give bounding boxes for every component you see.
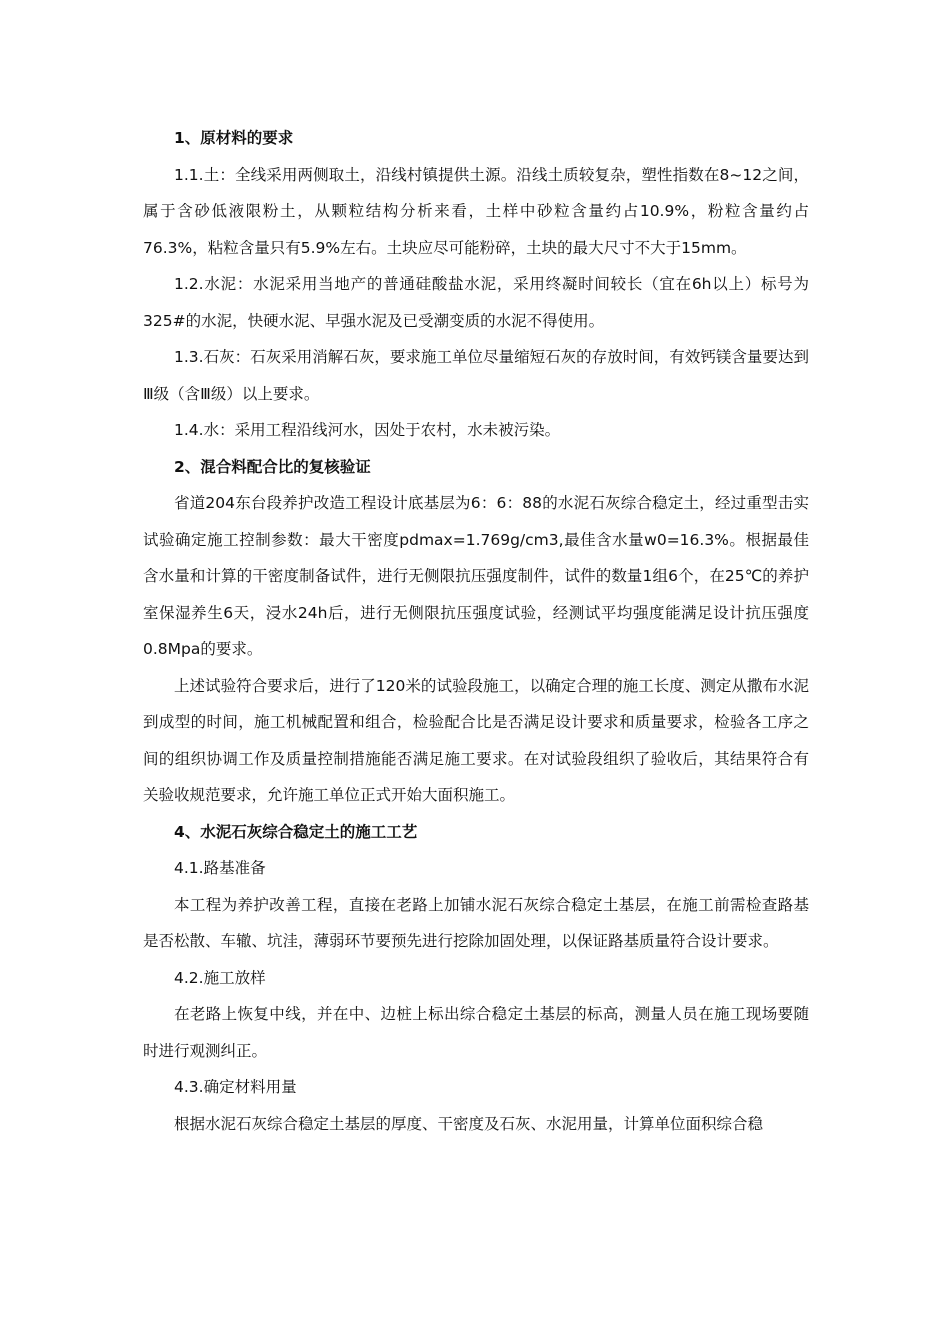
section-heading-construction: 4、水泥石灰综合稳定土的施工工艺	[174, 822, 418, 841]
paragraph-soil: 1.1.土：全线采用两侧取土，沿线村镇提供土源。沿线土质较复杂，塑性指数在8~12之间，属于含砂低液限粉土，从颗粒结构分析来看，土样中砂粒含量约占10.9%，粉粒含量约占76.3%，粘粒含量只有5.9%左右。土块应尽可能粉碎，土块的最大尺寸不大于15mm。	[143, 165, 809, 257]
paragraph-mix-design: 省道204东台段养护改造工程设计底基层为6：6：88的水泥石灰综合稳定土，经过重型击实试验确定施工控制参数：最大干密度pdmax=1.769g/cm3,最佳含水量w0=16.3%。根据最佳含水量和计算的干密度制备试件，进行无侧限抗压强度制件，试件的数量1组6个，在25℃的养护室保湿养生6天，浸水24h后，进行无侧限抗压强度试验，经测试平均强度能满足设计抗压强度0.8Mpa的要求。	[143, 494, 809, 658]
paragraph-trial-section: 上述试验符合要求后，进行了120米的试验段施工，以确定合理的施工长度、测定从撒布水泥到成型的时间，施工机械配置和组合，检验配合比是否满足设计要求和质量要求，检验各工序之间的组织协调工作及质量控制措施能否满足施工要求。在对试验段组织了验收后，其结果符合有关验收规范要求，允许施工单位正式开始大面积施工。	[143, 676, 809, 804]
paragraph-subgrade: 本工程为养护改善工程，直接在老路上加铺水泥石灰综合稳定土基层，在施工前需检查路基是否松散、车辙、坑洼，薄弱环节要预先进行挖除加固处理，以保证路基质量符合设计要求。	[143, 895, 809, 950]
paragraph-water: 1.4.水：采用工程沿线河水，因处于农村，水未被污染。	[174, 421, 561, 439]
paragraph-cement: 1.2.水泥：水泥采用当地产的普通硅酸盐水泥，采用终凝时间较长（宜在6h以上）标号为325#的水泥，快硬水泥、早强水泥及已受潮变质的水泥不得使用。	[143, 275, 809, 330]
paragraph-staking: 在老路上恢复中线，并在中、边桩上标出综合稳定土基层的标高，测量人员在施工现场要随时进行观测纠正。	[143, 1005, 809, 1060]
section-heading-raw-materials: 1、原材料的要求	[174, 129, 294, 147]
section-heading-mix-ratio: 2、混合料配合比的复核验证	[174, 457, 371, 476]
subheading-material-quantity: 4.3.确定材料用量	[174, 1078, 297, 1096]
paragraph-material-quantity: 根据水泥石灰综合稳定土基层的厚度、干密度及石灰、水泥用量，计算单位面积综合稳	[174, 1114, 764, 1133]
document-body	[143, 120, 809, 1142]
paragraph-lime: 1.3.石灰：石灰采用消解石灰，要求施工单位尽量缩短石灰的存放时间，有效钙镁含量要达到Ⅲ级（含Ⅲ级）以上要求。	[143, 348, 809, 403]
subheading-staking: 4.2.施工放样	[174, 968, 266, 987]
subheading-subgrade: 4.1.路基准备	[174, 859, 266, 877]
